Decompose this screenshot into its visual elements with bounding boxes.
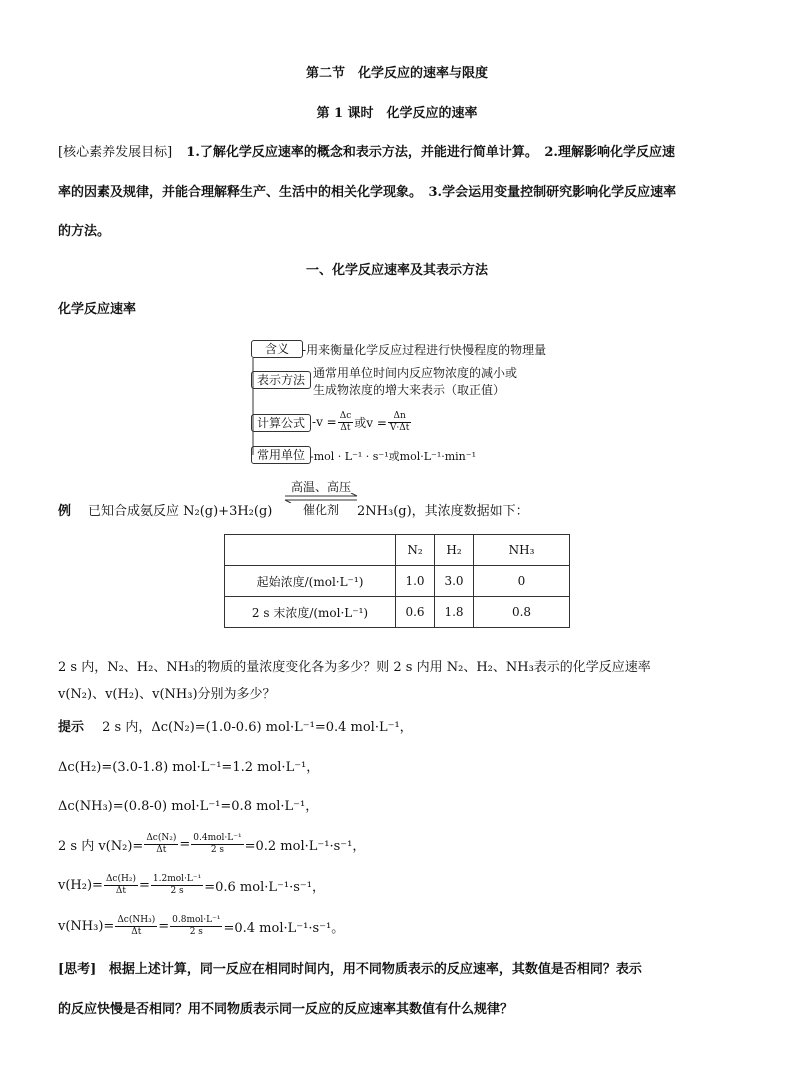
- section-title: 第二节 化学反应的速率与限度: [305, 66, 488, 81]
- goals-line-2: 率的因素及规律，并能合理解释生产、生活中的相关化学现象。 3.学会运用变量控制研究影响化学反应速率: [58, 185, 677, 200]
- question-line-2: v(N₂)、v(H₂)、v(NH₃)分别为多少？: [58, 687, 276, 702]
- unit-text: -mol · L⁻¹ · s⁻¹或mol·L⁻¹·min⁻¹: [310, 450, 476, 463]
- hint-label: 提示: [58, 720, 85, 735]
- expression-text-1: 通常用单位时间内反应物浓度的减小或: [313, 366, 518, 380]
- expression-box: 表示方法: [251, 371, 311, 389]
- table-header-row: [225, 535, 570, 566]
- example-suffix: 2NH₃(g)，其浓度数据如下：: [357, 504, 529, 519]
- hint-line-3: Δc(NH₃)=(0.8-0) mol·L⁻¹=0.8 mol·L⁻¹，: [58, 799, 319, 814]
- table-cell: 0: [474, 566, 570, 597]
- table-cell: 起始浓度/(mol·L⁻¹): [225, 566, 396, 597]
- fraction: $\frac{\text{Δc(NH₃)}}{\Delta t}$: [117, 914, 156, 937]
- formula-box: 计算公式: [251, 414, 311, 432]
- goals-line-1: [58, 141, 675, 160]
- hint-line-1: 提示 2 s 内，Δc(N₂)=(1.0-0.6) mol·L⁻¹=0.4 mol·L⁻¹，: [58, 720, 413, 735]
- table-header: H₂: [435, 535, 474, 566]
- rate-n2: 2 s 内 v(N₂)= $\frac{\text{Δc(N₂)}}{\Delta t}$ = $\frac{\text{0.4mol·L⁻¹}}{2 s}$ =0.2 mol·L⁻¹·s⁻¹，: [58, 832, 366, 855]
- question-line-1: 2 s 内，N₂、H₂、NH₃的物质的量浓度变化各为多少？则 2 s 内用 N₂、H₂、NH₃表示的化学反应速率: [58, 660, 651, 675]
- subheading: 化学反应速率: [58, 302, 137, 317]
- fraction: $\frac{\text{Δc(H₂)}}{\Delta t}$: [105, 873, 136, 896]
- concentration-table: [224, 534, 570, 628]
- meaning-box: 含义: [251, 340, 303, 358]
- fraction: $\frac{\text{0.4mol·L⁻¹}}{2 s}$: [193, 832, 242, 855]
- table-cell: 1.8: [435, 597, 474, 628]
- fraction: $\frac{\text{0.8mol·L⁻¹}}{2 s}$: [172, 914, 221, 937]
- goals-text-1: 1.了解化学反应速率的概念和表示方法，并能进行简单计算。 2.理解影响化学反应速: [186, 145, 675, 160]
- fraction: $\frac{\text{Δc(N₂)}}{\Delta t}$: [146, 832, 177, 855]
- reaction-condition-top: 高温、高压: [290, 480, 351, 494]
- table-cell: 0.8: [474, 597, 570, 628]
- example-prefix: 已知合成氨反应 N₂(g)+3H₂(g): [88, 504, 273, 519]
- table-cell: 1.0: [396, 566, 435, 597]
- think-tag: [思考]: [58, 962, 97, 977]
- goals-line-3: 的方法。: [58, 224, 111, 239]
- table-header: NH₃: [474, 535, 570, 566]
- expression-text-2: 生成物浓度的增大来表示（取正值）: [313, 383, 506, 397]
- table-cell: [225, 535, 396, 566]
- section-heading: 一、化学反应速率及其表示方法: [305, 263, 488, 278]
- formula-fraction-2: $\frac{\Delta n}{V\cdot\Delta t}$: [389, 410, 410, 433]
- rate-h2: v(H₂)= $\frac{\text{Δc(H₂)}}{\Delta t}$ = $\frac{\text{1.2mol·L⁻¹}}{2 s}$ =0.6 mol·L⁻¹·s⁻¹，: [58, 873, 325, 896]
- table-row: [225, 566, 570, 597]
- rate-nh3: v(NH₃)= $\frac{\text{Δc(NH₃)}}{\Delta t}$ = $\frac{\text{0.8mol·L⁻¹}}{2 s}$ =0.4 mol·L⁻¹·s⁻¹。: [58, 914, 345, 937]
- meaning-text: -用来衡量化学反应过程进行快慢程度的物理量: [302, 343, 547, 357]
- reaction-condition-bottom: 催化剂: [302, 503, 339, 517]
- table-cell: 3.0: [435, 566, 474, 597]
- table-cell: 0.6: [396, 597, 435, 628]
- think-line-1: [思考] 根据上述计算，同一反应在相同时间内，用不同物质表示的反应速率，其数值是否相同？表示: [58, 962, 642, 977]
- unit-box: 常用单位: [251, 446, 311, 464]
- lesson-subtitle: 第 1 课时 化学反应的速率: [316, 106, 478, 121]
- formula-fraction-1: $\frac{\Delta c}{\Delta t}$: [339, 410, 352, 433]
- hint-line-2: Δc(H₂)=(3.0-1.8) mol·L⁻¹=1.2 mol·L⁻¹，: [58, 760, 320, 775]
- think-line-2: 的反应快慢是否相同？用不同物质表示同一反应的反应速率其数值有什么规律？: [58, 1002, 514, 1017]
- example-label: 例: [58, 504, 72, 519]
- table-row: [225, 597, 570, 628]
- table-header: N₂: [396, 535, 435, 566]
- fraction: $\frac{\text{1.2mol·L⁻¹}}{2 s}$: [152, 873, 202, 896]
- goals-tag: [核心素养发展目标]: [58, 145, 173, 160]
- formula-expression: - v = $\frac{\Delta c}{\Delta t}$ 或v = $\frac{\Delta n}{V\cdot\Delta t}$: [312, 410, 410, 433]
- table-cell: 2 s 末浓度/(mol·L⁻¹): [225, 597, 396, 628]
